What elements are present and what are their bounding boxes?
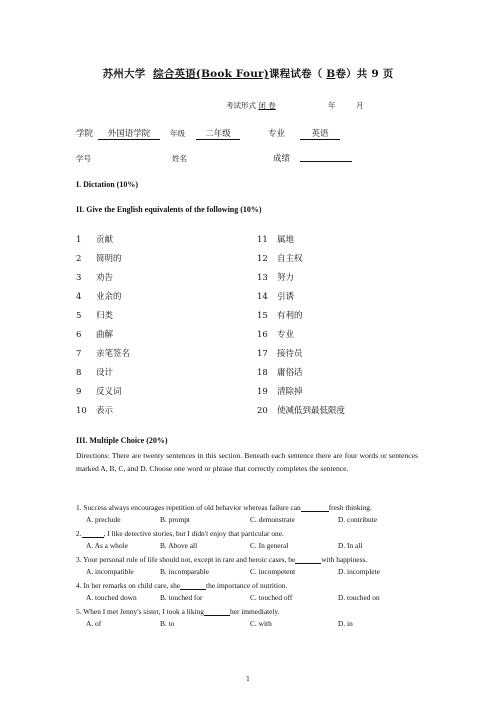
- vocab-number: 16: [257, 330, 268, 340]
- vocab-number: 6: [76, 330, 82, 340]
- title-post: 卷）共 9 页: [335, 68, 394, 80]
- vocab-term: 属地: [277, 235, 295, 245]
- answer-blank: [82, 528, 104, 538]
- vocab-number: 11: [257, 235, 268, 245]
- vocab-number: 20: [257, 406, 268, 416]
- vocab-number: 14: [257, 292, 268, 302]
- answer-blank: [295, 554, 321, 564]
- option: C. demonstrate: [250, 515, 295, 524]
- exam-form-value: 闭 卷: [258, 101, 276, 110]
- title-mid: 课程试卷（: [268, 68, 323, 80]
- vocab-number: 2: [76, 254, 82, 264]
- vocab-term: 专业: [277, 330, 295, 340]
- vocab-number: 18: [257, 368, 268, 378]
- vocab-item: [257, 404, 345, 416]
- vocab-number: 8: [76, 368, 82, 378]
- answer-blank: [204, 606, 230, 616]
- vocab-item: [257, 271, 294, 283]
- vocab-term: 庸俗话: [277, 368, 303, 378]
- page-number: 1: [246, 676, 250, 683]
- student-id-label: 学号: [76, 154, 91, 163]
- question-text-end: , I like detective stories, but I didn't enjoy that particular one.: [103, 529, 284, 538]
- vocab-term: 劝告: [96, 273, 114, 283]
- vocab-item: [257, 233, 294, 245]
- vocab-term: 业余的: [96, 292, 122, 302]
- vocab-item: [76, 404, 113, 416]
- option: D. touched on: [338, 593, 380, 602]
- question-text-end: her immediately.: [229, 607, 280, 616]
- vocab-item: [257, 366, 303, 378]
- question-4: [76, 580, 287, 590]
- vocab-number: 4: [76, 292, 82, 302]
- question-text: 5. When I met Jenny's sister, I took a liking: [76, 607, 204, 616]
- vocab-item: [76, 385, 122, 397]
- vocab-item: [257, 290, 294, 302]
- exam-month-label: 月: [356, 101, 364, 110]
- score-label: 成绩: [273, 154, 291, 164]
- vocab-item: [257, 309, 303, 321]
- vocab-term: 简明的: [96, 254, 122, 264]
- page-title: [0, 66, 496, 81]
- vocab-term: 使减低到最低限度: [277, 406, 346, 416]
- vocab-item: [257, 385, 303, 397]
- vocab-item: [76, 328, 113, 340]
- vocab-item: [257, 252, 303, 264]
- option: A. preclude: [86, 515, 121, 524]
- title-paper-version: B: [326, 68, 336, 80]
- grade-field: [196, 127, 240, 140]
- answer-blank: [180, 580, 206, 590]
- vocab-number: 19: [257, 387, 268, 397]
- question-text-end: the importance of nutrition.: [206, 581, 288, 590]
- vocab-item: [76, 233, 113, 245]
- option: D. contribute: [338, 515, 377, 524]
- question-5: [76, 606, 280, 616]
- vocab-number: 7: [76, 349, 82, 359]
- section-dictation: I. Dictation (10%): [76, 180, 138, 189]
- vocab-item: [257, 347, 303, 359]
- vocab-item: [76, 252, 122, 264]
- major-label: 专业: [268, 129, 286, 139]
- option: C. In general: [250, 541, 289, 550]
- vocab-term: 反义词: [96, 387, 122, 397]
- option: B. Above all: [160, 541, 198, 550]
- exam-form-label: 考试形式: [226, 101, 256, 110]
- vocab-term: 引诱: [277, 292, 295, 302]
- college-field: [98, 127, 160, 140]
- vocab-term: 贡献: [96, 235, 114, 245]
- vocab-number: 5: [76, 311, 82, 321]
- vocab-term: 曲解: [96, 330, 114, 340]
- title-university: 苏州大学: [102, 68, 146, 80]
- student-name-label: 姓名: [172, 154, 187, 163]
- vocab-term: 自主权: [277, 254, 303, 264]
- vocab-number: 3: [76, 273, 82, 283]
- exam-form: [226, 100, 276, 111]
- option: C. with: [250, 619, 272, 628]
- option: D. incomplete: [338, 567, 380, 576]
- question-1: [76, 502, 372, 512]
- vocab-term: 有利的: [277, 311, 303, 321]
- college-value: 外国语学院: [107, 129, 151, 139]
- option: C. incompetent: [250, 567, 296, 576]
- section-multiple-choice: III. Multiple Choice (20%): [76, 436, 168, 445]
- vocab-term: 接待员: [277, 349, 303, 359]
- vocab-item: [76, 347, 130, 359]
- option: B. incomparable: [160, 567, 209, 576]
- vocab-number: 12: [257, 254, 268, 264]
- vocab-term: 亲笔签名: [96, 349, 131, 359]
- college-label: 学院: [76, 129, 94, 139]
- option: B. touched for: [160, 593, 203, 602]
- vocab-number: 1: [76, 235, 82, 245]
- vocab-term: 设计: [96, 368, 114, 378]
- vocab-item: [76, 290, 122, 302]
- question-text-end: with happiness.: [321, 555, 368, 564]
- vocab-number: 9: [76, 387, 82, 397]
- question-text-end: fresh thinking.: [328, 503, 372, 512]
- section-equivalents: II. Give the English equivalents of the following (10%): [76, 205, 262, 214]
- vocab-item: [76, 366, 113, 378]
- grade-label: 年级: [170, 129, 185, 138]
- vocab-term: 努力: [277, 273, 295, 283]
- option: D. In all: [338, 541, 363, 550]
- option: A. of: [86, 619, 102, 628]
- option: C. touched off: [250, 593, 293, 602]
- vocab-item: [257, 328, 294, 340]
- major-field: [300, 127, 340, 140]
- question-text: 2.: [76, 529, 82, 538]
- option: D. in: [338, 619, 353, 628]
- vocab-item: [76, 271, 113, 283]
- question-2: [76, 528, 284, 538]
- vocab-number: 15: [257, 311, 268, 321]
- answer-blank: [301, 502, 329, 512]
- question-text: 4. In her remarks on child care, she: [76, 581, 181, 590]
- option: A. touched down: [86, 593, 137, 602]
- vocab-number: 10: [76, 406, 87, 416]
- option: B. to: [160, 619, 175, 628]
- option: A. incompatible: [86, 567, 134, 576]
- major-value: 英语: [311, 129, 329, 139]
- vocab-item: [76, 309, 113, 321]
- vocab-number: 17: [257, 349, 268, 359]
- exam-year-label: 年: [328, 101, 336, 110]
- option: A. As a whole: [86, 541, 128, 550]
- title-course: 综合英语(Book Four): [153, 68, 269, 80]
- vocab-number: 13: [257, 273, 268, 283]
- directions-text: Directions: There are twenty sentences in this section. Beneath each sentence there are four words or sentences marked A, B, C, and D. Choose one word or phrase that correctly completes the sentence.: [76, 451, 418, 473]
- grade-value: 二年级: [205, 129, 231, 139]
- vocab-term: 归类: [96, 311, 114, 321]
- question-text: 1. Success always encourages repetition of old behavior whereas failure can: [76, 503, 301, 512]
- question-text: 3. Your personal rule of life should not, except in rare and heroic cases, be: [76, 555, 296, 564]
- option: B. prompt: [160, 515, 190, 524]
- vocab-term: 表示: [96, 406, 114, 416]
- vocab-term: 清除掉: [277, 387, 303, 397]
- question-3: [76, 554, 367, 564]
- score-field: [300, 152, 352, 162]
